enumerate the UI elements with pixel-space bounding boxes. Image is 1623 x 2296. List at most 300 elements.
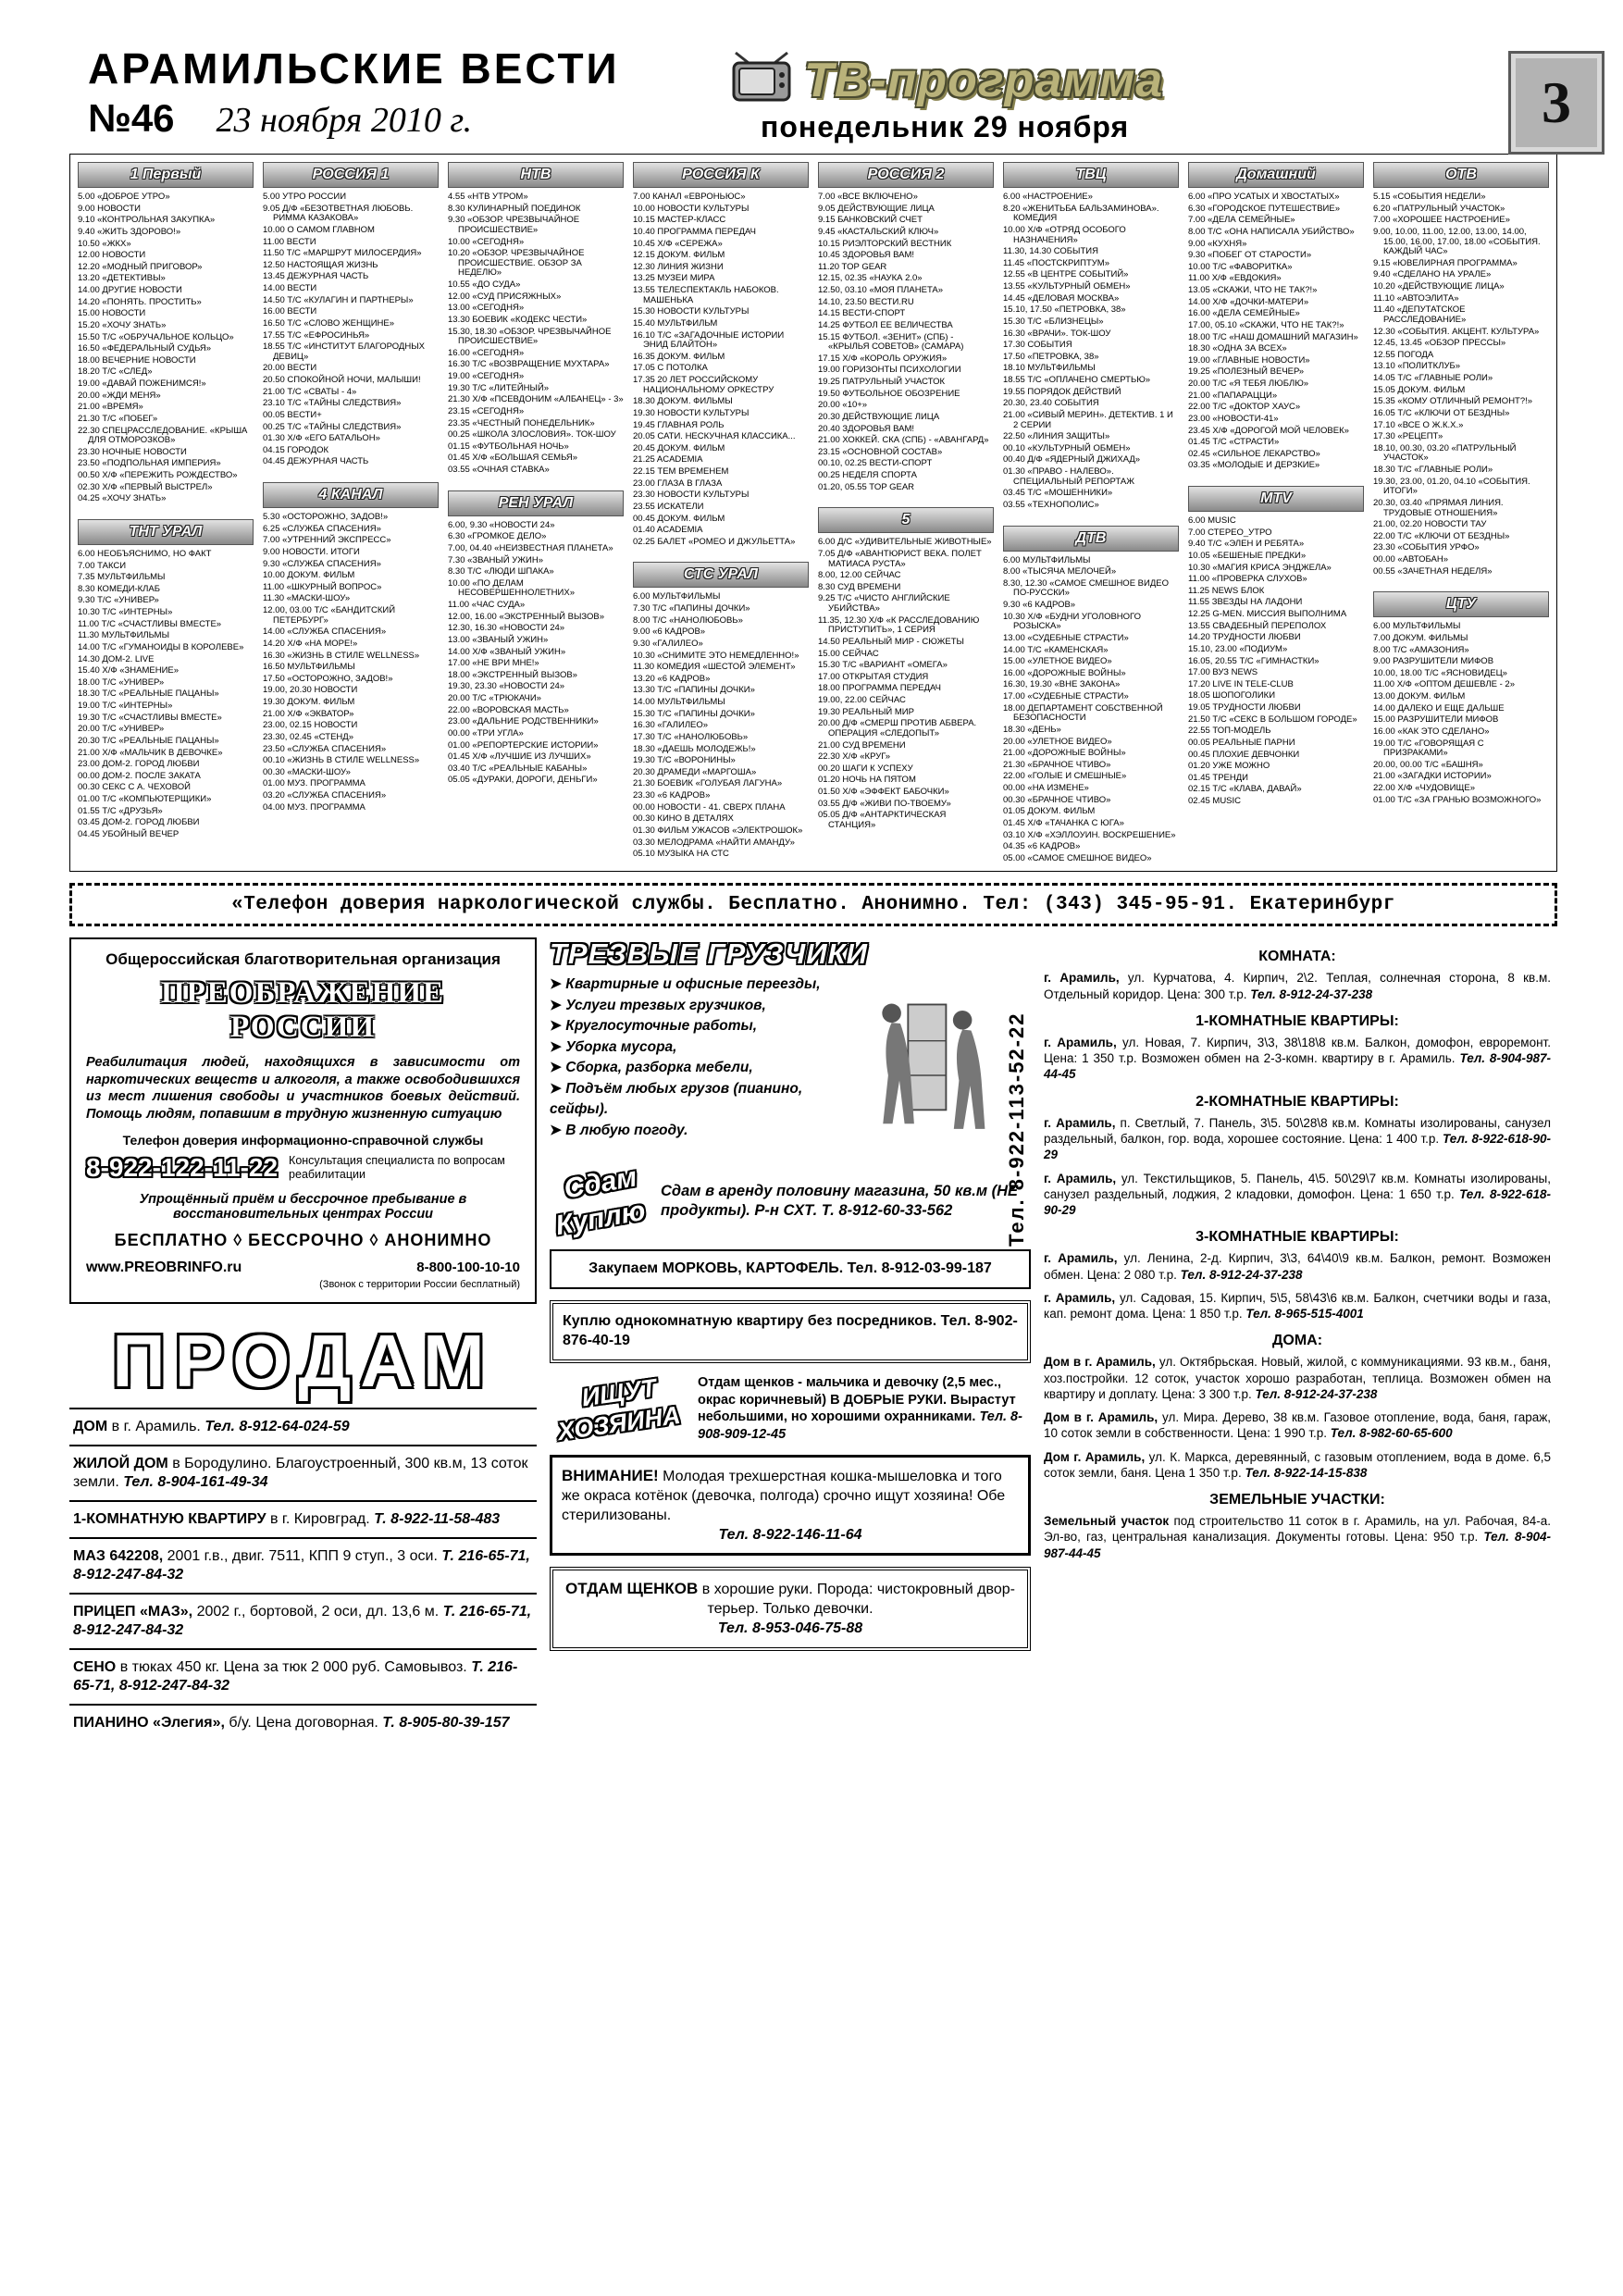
program-item: 9.30 «6 КАДРОВ» xyxy=(1003,600,1076,610)
sale-item xyxy=(69,1445,537,1500)
program-item: 21.00 «ЗАГАДКИ ИСТОРИИ» xyxy=(1373,771,1492,782)
tv-section-domashniy xyxy=(1188,162,1364,473)
program-item: 18.00 Т/С «УНИВЕР» xyxy=(78,676,165,688)
tv-section-ctu xyxy=(1373,591,1549,807)
movers-service-item: ➤ Квартирные и офисные переезды, xyxy=(550,974,855,995)
program-item: 20.00 ВЕСТИ xyxy=(263,363,317,374)
program-item: 10.00, 18.00 Т/С «ЯСНОВИДЕЦ» xyxy=(1373,667,1507,678)
program-item: 17.00 ОТКРЫТАЯ СТУДИЯ xyxy=(818,671,929,682)
program-item: 13.55 ТЕЛЕСПЕКТАКЛЬ НАБОКОВ. МАШЕНЬКА xyxy=(633,285,779,305)
program-item: 12.55 «В ЦЕНТРЕ СОБЫТИЙ» xyxy=(1003,269,1129,280)
program-list xyxy=(633,192,809,547)
program-item: 01.05 ДОКУМ. ФИЛЬМ xyxy=(1003,806,1096,817)
realty-entry xyxy=(1044,1290,1551,1322)
program-item: 9.30 «СЛУЖБА СПАСЕНИЯ» xyxy=(263,558,381,569)
tv-program-logo xyxy=(726,50,1163,108)
issue-line xyxy=(88,96,662,141)
program-item: 03.45 ДОМ-2. ГОРОД ЛЮБВИ xyxy=(78,817,200,828)
prodam-heading: ПРОДАМ xyxy=(112,1319,494,1402)
tv-column-1 xyxy=(78,162,254,865)
channel-name: НТВ xyxy=(520,167,551,182)
program-item: 9.40 «СДЕЛАНО НА УРАЛЕ» xyxy=(1373,269,1492,280)
sale-item-phone: Т. 8-905-80-39-157 xyxy=(382,1714,510,1731)
program-item: 00.00 НОВОСТИ - 41. СВЕРХ ПЛАНА xyxy=(633,801,786,813)
program-item: 23.30 НОЧНЫЕ НОВОСТИ xyxy=(78,446,187,457)
program-item: 9.00, 10.00, 11.00, 12.00, 13.00, 14.00, 15.00, 16.00, 17.00, 18.00 «СОБЫТИЯ. КАЖДЫЙ ЧАС» xyxy=(1373,226,1541,257)
realty-entry xyxy=(1044,1449,1551,1482)
channel-header-rossiya1 xyxy=(263,162,439,188)
channel-name: РОССИЯ 2 xyxy=(867,167,945,182)
tv-program-block xyxy=(726,50,1163,154)
program-item: 13.00 «СЕГОДНЯ» xyxy=(448,303,525,314)
program-item: 18.55 Т/С «ИНСТИТУТ БЛАГОРОДНЫХ ДЕВИЦ» xyxy=(263,341,425,362)
program-item: 10.20 «ОБЗОР. ЧРЕЗВЫЧАЙНОЕ ПРОИСШЕСТВИЕ. ОБЗОР ЗА НЕДЕЛЮ» xyxy=(448,248,585,279)
program-item: 11.35, 12.30 Х/Ф «К РАССЛЕДОВАНИЮ ПРИСТУПИТЬ», 1 СЕРИЯ xyxy=(818,614,980,636)
tv-column-4 xyxy=(633,162,809,865)
program-item: 7.35 МУЛЬТФИЛЬМЫ xyxy=(78,572,166,583)
tv-section-rossiya1 xyxy=(263,162,439,469)
realty-entry-lead: г. Арамиль, xyxy=(1044,971,1120,986)
realty-entry-phone: Тел. 8-912-24-37-238 xyxy=(1255,1386,1378,1401)
sale-item-lead: ДОМ xyxy=(73,1418,108,1434)
seek-owner-body: Отдам щенков - мальчика и девочку (2,5 мес., окрас коричневый) В ДОБРЫЕ РУКИ. Вырастут небольшими, но хорошими охранниками. xyxy=(698,1374,1016,1425)
program-item: 01.00 Т/С «КОМПЬЮТЕРЩИКИ» xyxy=(78,794,212,804)
program-item: 19.30, 23.30 «НОВОСТИ 24» xyxy=(448,681,565,692)
program-item: 10.30 «МАГИЯ КРИСА ЭНДЖЕЛА» xyxy=(1188,562,1332,573)
program-item: 7.00 ДОКУМ. ФИЛЬМЫ xyxy=(1373,632,1468,643)
program-item: 21.50 Т/С «СЕКС В БОЛЬШОМ ГОРОДЕ» xyxy=(1188,714,1357,725)
program-item: 00.30 СЕКС С А. ЧЕХОВОЙ xyxy=(78,782,191,793)
newspaper-title: АРАМИЛЬСКИЕ ВЕСТИ xyxy=(88,44,620,93)
program-item: 01.50 Х/Ф «ЭФФЕКТ БАБОЧКИ» xyxy=(818,787,949,797)
program-item: 10.00 ДОКУМ. ФИЛЬМ xyxy=(263,570,355,581)
program-item: 12.30, 16.30 «НОВОСТИ 24» xyxy=(448,623,565,634)
program-item: 22.00 Х/Ф «ЧУДОВИЩЕ» xyxy=(1373,783,1475,793)
channel-header-ren xyxy=(448,490,624,516)
realty-entry xyxy=(1044,1013,1551,1030)
program-item: 16.50 Т/С «СЛОВО ЖЕНЩИНЕ» xyxy=(263,317,395,329)
program-item: 04.35 «6 КАДРОВ» xyxy=(1003,841,1081,852)
owner-label: ХОЗЯИНА xyxy=(555,1401,683,1446)
program-item: 19.30 РЕАЛЬНЫЙ МИР xyxy=(818,706,914,717)
program-item: 10.50 «ЖКХ» xyxy=(78,238,131,249)
rent-ad-row xyxy=(550,1161,1031,1242)
program-item: 00.55 «ЗАЧЕТНАЯ НЕДЕЛЯ» xyxy=(1373,565,1493,577)
tv-column-3 xyxy=(448,162,624,865)
program-item: 02.30 Х/Ф «ПЕРВЫЙ ВЫСТРЕЛ» xyxy=(78,481,213,492)
program-item: 13.00 «СУДЕБНЫЕ СТРАСТИ» xyxy=(1003,632,1129,643)
program-item: 12.00, 03.00 Т/С «БАНДИТСКИЙ ПЕТЕРБУРГ» xyxy=(263,605,396,626)
program-item: 15.30 Т/С «ВАРИАНТ «ОМЕГА» xyxy=(818,660,948,671)
program-item: 9.00 «6 КАДРОВ» xyxy=(633,627,706,638)
program-item: 12.45, 13.45 «ОБЗОР ПРЕССЫ» xyxy=(1373,338,1506,349)
program-item: 8.30, 12.30 «САМОЕ СМЕШНОЕ ВИДЕО ПО-РУССКИ» xyxy=(1003,577,1169,599)
program-item: 17.00 ВУЗ NEWS xyxy=(1188,667,1258,678)
program-item: 12.00, 16.00 «ЭКСТРЕННЫЙ ВЫЗОВ» xyxy=(448,611,605,622)
sale-item-lead: ЖИЛОЙ ДОМ xyxy=(73,1455,168,1471)
program-item: 6.00 МУЛЬТФИЛЬМЫ xyxy=(1373,621,1461,632)
issue-date: 23 ноября 2010 г. xyxy=(216,101,473,141)
program-item: 13.30 БОЕВИК «КОДЕКС ЧЕСТИ» xyxy=(448,314,588,325)
program-item: 19.00 «СЕГОДНЯ» xyxy=(448,371,525,381)
program-item: 9.00 НОВОСТИ. ИТОГИ xyxy=(263,546,360,557)
program-item: 6.25 «СЛУЖБА СПАСЕНИЯ» xyxy=(263,523,381,534)
program-item: 9.15 «ЮВЕЛИРНАЯ ПРОГРАММА» xyxy=(1373,257,1518,268)
channel-header-ntv xyxy=(448,162,624,188)
program-item: 16.30 «ЖИЗНЬ В СТИЛЕ WELLNESS» xyxy=(263,650,420,661)
program-item: 9.05 ДЕЙСТВУЮЩИЕ ЛИЦА xyxy=(818,203,935,214)
program-item: 20.00 Д/Ф «СМЕРШ ПРОТИВ АБВЕРА. ОПЕРАЦИЯ «СЛЕДОПЫТ» xyxy=(818,718,977,738)
channel-name: ОТВ xyxy=(1445,167,1477,182)
program-item: 15.20 «ХОЧУ ЗНАТЬ» xyxy=(78,319,167,330)
give-puppies-lead: ОТДАМ ЩЕНКОВ xyxy=(565,1580,699,1598)
program-item: 11.00 ВЕСТИ xyxy=(263,236,316,247)
tv-column-8 xyxy=(1373,162,1549,865)
tv-program-title: ТВ-программа xyxy=(804,54,1164,107)
program-item: 10.00 Т/С «ФАВОРИТКА» xyxy=(1188,261,1293,272)
program-item: 00.45 ДОКУМ. ФИЛЬМ xyxy=(633,513,725,524)
tv-section-perviy xyxy=(78,162,254,506)
realty-entry-text: ЗЕМЕЛЬНЫЕ УЧАСТКИ: xyxy=(1209,1492,1385,1508)
program-item: 14.20 ТРУДНОСТИ ЛЮБВИ xyxy=(1188,632,1301,643)
program-item: 17.00, 05.10 «СКАЖИ, ЧТО НЕ ТАК?!» xyxy=(1188,319,1344,330)
program-item: 16.00 «ДЕЛА СЕМЕЙНЫЕ» xyxy=(1188,308,1300,319)
program-item: 21.00 ХОККЕЙ. СКА (СПБ) - «АВАНГАРД» xyxy=(818,435,989,446)
program-item: 18.30 «ДЕНЬ» xyxy=(1003,724,1061,735)
program-item: 19.30, 23.00, 01.20, 04.10 «СОБЫТИЯ. ИТОГИ» xyxy=(1373,476,1530,497)
program-item: 01.45 Х/Ф «ТАЧАНКА С ЮГА» xyxy=(1003,817,1124,828)
program-item: 23.55 ИСКАТЕЛИ xyxy=(633,501,704,512)
program-item: 9.00 «КУХНЯ» xyxy=(1188,238,1247,249)
realty-entry xyxy=(1044,1409,1551,1442)
program-item: 18.30 Т/С «РЕАЛЬНЫЕ ПАЦАНЫ» xyxy=(78,689,219,700)
program-item: 16.30, 19.30 «ВНЕ ЗАКОНА» xyxy=(1003,679,1121,690)
attention-body: Молодая трехшерстная кошка-мышеловка и того же окраса котёнок (девочка, полгода) срочно ищут хозяина! Обе стерилизованы. xyxy=(562,1469,1006,1523)
sale-item-phone: Тел. 8-912-64-024-59 xyxy=(204,1418,350,1434)
realty-entry-text: ул. Мира. Дерево, 38 кв.м. Газовое отопление, вода, баня, гараж, 10 соток земли в собственности. Цена: 1 990 т.р. xyxy=(1044,1410,1552,1441)
program-item: 22.00 «ВОРОВСКАЯ МАСТЬ» xyxy=(448,704,569,715)
realty-entry-text: ул. Курчатова, 4. Кирпич, 2\2. Теплая, солнечная сторона, 8 кв.м. Отдельный коридор. Цена: 300 т.р. xyxy=(1044,971,1551,1001)
sale-item xyxy=(69,1500,537,1537)
realty-entry-text: ул. Ленина, 2-д. Кирпич, 3\3, 64\40\9 кв.м. Балкон, ремонт. Возможен обмен. Цена: 2 080 т.р. xyxy=(1044,1251,1551,1282)
program-item: 05.05 «ДУРАКИ, ДОРОГИ, ДЕНЬГИ» xyxy=(448,775,598,786)
program-item: 00.25 «ШКОЛА ЗЛОСЛОВИЯ». ТОК-ШОУ xyxy=(448,429,616,441)
program-item: 00.10 «ЖИЗНЬ В СТИЛЕ WELLNESS» xyxy=(263,755,420,766)
realty-entry xyxy=(1044,1229,1551,1246)
program-item: 17.55 Т/С «ЕФРОСИНЬЯ» xyxy=(263,329,370,341)
program-item: 23.15 «СЕГОДНЯ» xyxy=(448,405,525,416)
program-item: 12.50 НАСТОЯЩАЯ ЖИЗНЬ xyxy=(263,259,378,270)
program-item: 11.55 ЗВЕЗДЫ НА ЛАДОНИ xyxy=(1188,597,1303,608)
program-list xyxy=(1373,622,1549,805)
program-item: 11.00 Х/Ф «ЕВДОКИЯ» xyxy=(1188,273,1282,284)
realty-entry xyxy=(1044,1333,1551,1349)
program-item: 21.00 Х/Ф «ЭКВАТОР» xyxy=(263,708,354,719)
channel-header-mtv xyxy=(1188,486,1364,512)
channel-name: ЦТУ xyxy=(1445,596,1477,613)
org-tollfree xyxy=(319,1260,520,1291)
program-item: 01.00 «РЕПОРТЕРСКИЕ ИСТОРИИ» xyxy=(448,739,599,751)
program-item: 10.55 «ДО СУДА» xyxy=(448,279,521,290)
program-item: 12.30 «СОБЫТИЯ. АКЦЕНТ. КУЛЬТУРА» xyxy=(1373,326,1540,337)
program-item: 20.05 САТИ. НЕСКУЧНАЯ КЛАССИКА... xyxy=(633,431,796,442)
attention-cat-ad xyxy=(550,1455,1031,1556)
channel-header-tnt xyxy=(78,519,254,545)
program-item: 01.40 ACADEMIA xyxy=(633,525,703,536)
program-item: 11.30 КОМЕДИЯ «ШЕСТОЙ ЭЛЕМЕНТ» xyxy=(633,662,796,673)
program-item: 9.30 Т/С «УНИВЕР» xyxy=(78,595,159,606)
org-type-line: Общероссийская благотворительная организация xyxy=(105,950,501,969)
program-item: 14.00 Т/С «ГУМАНОИДЫ В КОРОЛЕВЕ» xyxy=(78,641,244,652)
tv-icon xyxy=(726,50,795,108)
program-item: 01.00 МУЗ. ПРОГРАММА xyxy=(263,778,365,789)
channel-header-kanal4 xyxy=(263,482,439,508)
program-item: 01.15 «ФУТБОЛЬНАЯ НОЧЬ» xyxy=(448,441,569,452)
program-item: 12.00 «СУД ПРИСЯЖНЫХ» xyxy=(448,291,562,302)
program-item: 6.00 Д/С «УДИВИТЕЛЬНЫЕ ЖИВОТНЫЕ» xyxy=(818,537,992,548)
movers-service-item: ➤ Услуги трезвых грузчиков, xyxy=(550,996,855,1016)
program-item: 18.30 «ДАЕШЬ МОЛОДЕЖЬ!» xyxy=(633,743,756,754)
realty-entry-lead: г. Арамиль, xyxy=(1044,1290,1116,1305)
program-item: 19.00 «ГЛАВНЫЕ НОВОСТИ» xyxy=(1188,354,1310,366)
program-item: 00.30 КИНО В ДЕТАЛЯХ xyxy=(633,813,734,825)
seek-owner-phone: Тел. 8-908-909-12-45 xyxy=(698,1409,1022,1443)
program-item: 17.05 С ПОТОЛКА xyxy=(633,363,708,374)
sale-item-phone: Т. 216-65-71, 8-912-247-84-32 xyxy=(73,1658,518,1694)
program-item: 9.40 «ЖИТЬ ЗДОРОВО!» xyxy=(78,226,181,237)
program-item: 14.00 Х/Ф «ДОЧКИ-МАТЕРИ» xyxy=(1188,296,1309,307)
program-list xyxy=(818,538,994,830)
page-number: 3 xyxy=(1542,69,1571,135)
seek-owner-ad xyxy=(550,1374,1031,1444)
program-item: 11.00 Х/Ф «ОПТОМ ДЕШЕВЛЕ - 2» xyxy=(1373,679,1515,690)
seek-owner-text xyxy=(698,1374,1031,1444)
program-item: 11.40 «ДЕПУТАТСКОЕ РАССЛЕДОВАНИЕ» xyxy=(1373,304,1467,325)
program-item: 20.00 Т/С «Я ТЕБЯ ЛЮБЛЮ» xyxy=(1188,379,1309,389)
program-item: 23.15 «ОСНОВНОЙ СОСТАВ» xyxy=(818,446,943,457)
program-item: 18.30 «ОДНА ЗА ВСЕХ» xyxy=(1188,343,1287,354)
program-item: 7.00 «ВСЕ ВКЛЮЧЕНО» xyxy=(818,192,918,202)
program-item: 10.30 Х/Ф «БУДНИ УГОЛОВНОГО РОЗЫСКА» xyxy=(1003,611,1142,632)
sale-item-text: 2002 г., бортовой, 2 оси, дл. 13,6 м. xyxy=(196,1603,440,1620)
rent-ad-text: Сдам в аренду половину магазина, 50 кв.м (НЕ продукты). Р-н СХТ. Т. 8-912-60-33-562 xyxy=(661,1182,1019,1220)
program-item: 14.00 Т/С «КАМЕНСКАЯ» xyxy=(1003,644,1109,655)
realty-entry xyxy=(1044,1250,1551,1283)
program-item: 16.05, 20.55 Т/С «ГИМНАСТКИ» xyxy=(1188,655,1319,666)
program-item: 13.00 «ЗВАНЫЙ УЖИН» xyxy=(448,634,549,645)
program-item: 03.35 «МОЛОДЫЕ И ДЕРЗКИЕ» xyxy=(1188,460,1320,471)
program-item: 23.00, 02.15 НОВОСТИ xyxy=(263,720,358,731)
program-item: 01.00 Т/С «ЗА ГРАНЬЮ ВОЗМОЖНОГО» xyxy=(1373,794,1542,805)
realty-entry-phone: Тел. 8-922-618-90-29 xyxy=(1044,1186,1551,1218)
program-item: 00.10 «КУЛЬТУРНЫЙ ОБМЕН» xyxy=(1003,442,1131,453)
program-item: 10.20 «ДЕЙСТВУЮЩИЕ ЛИЦА» xyxy=(1373,281,1505,292)
program-item: 23.35 «ЧЕСТНЫЙ ПОНЕДЕЛЬНИК» xyxy=(448,417,595,428)
program-item: 11.45 «ПОСТСКРИПТУМ» xyxy=(1003,257,1109,268)
program-item: 20.30 Т/С «РЕАЛЬНЫЕ ПАЦАНЫ» xyxy=(78,735,219,746)
program-item: 00.50 Х/Ф «ПЕРЕЖИТЬ РОЖДЕСТВО» xyxy=(78,470,238,480)
program-item: 16.00 ВЕСТИ xyxy=(263,306,317,317)
program-item: 11.30 МУЛЬТФИЛЬМЫ xyxy=(78,630,169,641)
program-list xyxy=(448,192,624,476)
program-item: 23.30, 02.45 «СТЕНД» xyxy=(263,731,354,742)
program-item: 19.30 Т/С «СЧАСТЛИВЫ ВМЕСТЕ» xyxy=(78,712,222,723)
program-item: 16.00 «КАК ЭТО СДЕЛАНО» xyxy=(1373,726,1490,737)
realty-entry-text: под строительство 11 соток в г. Арамиль, на ул. Рабочая, 84-а. Эл-во, газ, центральная канализация. Документы готовы. Цена: 950 т.р. xyxy=(1044,1514,1551,1545)
program-item: 00.25 НЕДЕЛЯ СПОРТА xyxy=(818,470,917,480)
program-item: 00.45 ПЛОХИЕ ДЕВЧОНКИ xyxy=(1188,749,1300,760)
program-item: 12.15, 02.35 «НАУКА 2.0» xyxy=(818,273,923,284)
org-note: Упрощённый приём и бессрочное пребывание в восстановительных центрах России xyxy=(139,1191,467,1222)
program-list xyxy=(818,192,994,492)
issue-number: №46 xyxy=(88,96,175,141)
program-item: 21.25 ACADEMIA xyxy=(633,454,703,465)
program-item: 5.00 УТРО РОССИИ xyxy=(263,192,347,202)
program-item: 11.25 NEWS БЛОК xyxy=(1188,585,1265,596)
program-item: 14.20 Х/Ф «НА МОРЕ!» xyxy=(263,638,358,649)
program-item: 21.00 СУД ВРЕМЕНИ xyxy=(818,739,906,751)
program-item: 01.55 Т/С «ДРУЗЬЯ» xyxy=(78,805,163,816)
program-item: 01.30 «ПРАВО - НАЛЕВО». СПЕЦИАЛЬНЫЙ РЕПОРТАЖ xyxy=(1003,466,1135,487)
program-item: 6.00 «НАСТРОЕНИЕ» xyxy=(1003,192,1093,202)
channel-header-sts xyxy=(633,562,809,588)
program-item: 14.00 ДРУГИЕ НОВОСТИ xyxy=(78,285,182,295)
program-item: 19.55 ПОРЯДОК ДЕЙСТВИЙ xyxy=(1003,386,1121,397)
attention-phone: Тел. 8-922-146-11-64 xyxy=(718,1526,862,1543)
program-list xyxy=(448,521,624,786)
program-item: 19.30 НОВОСТИ КУЛЬТУРЫ xyxy=(633,407,750,418)
program-item: 10.40 ПРОГРАММА ПЕРЕДАЧ xyxy=(633,226,756,237)
program-item: 8.30 Т/С «ЛЮДИ ШПАКА» xyxy=(448,566,554,577)
sale-item-phone: Т. 216-65-71, 8-912-247-84-32 xyxy=(73,1547,530,1582)
realty-entry-lead: Земельный участок xyxy=(1044,1514,1170,1529)
program-item: 8.30 КОМЕДИ-КЛАБ xyxy=(78,583,160,594)
realty-entry xyxy=(1044,1513,1551,1561)
program-item: 19.50 ФУТБОЛЬНОЕ ОБОЗРЕНИЕ xyxy=(818,388,960,399)
movers-service-item: ➤ Сборка, разборка мебели, xyxy=(550,1058,855,1078)
program-item: 10.05 «БЕШЕНЫЕ ПРЕДКИ» xyxy=(1188,550,1307,561)
program-item: 7.05 Д/Ф «АВАНТЮРИСТ ВЕКА. ПОЛЕТ МАТИАСА РУСТА» xyxy=(818,548,982,569)
program-item: 11.00 «ЧАС СУДА» xyxy=(448,600,526,610)
give-puppies-body: в хорошие руки. Порода: чистокровный двор-терьер. Только девочки. xyxy=(701,1582,1015,1618)
program-item: 02.45 «СИЛЬНОЕ ЛЕКАРСТВО» xyxy=(1188,448,1320,459)
channel-name: РОССИЯ К xyxy=(682,167,760,182)
channel-name: 1 Первый xyxy=(130,167,202,182)
ads-left-column xyxy=(69,937,537,1740)
sale-item-lead: МАЗ 642208, xyxy=(73,1547,164,1564)
program-list xyxy=(263,192,439,467)
program-item: 17.50 «ОСТОРОЖНО, ЗАДОВ!» xyxy=(263,673,393,684)
program-item: 16.30 «ВРАЧИ». ТОК-ШОУ xyxy=(1003,328,1111,339)
program-item: 23.45 Х/Ф «ДОРОГОЙ МОЙ ЧЕЛОВЕК» xyxy=(1188,425,1349,436)
movers-service-item: ➤ Круглосуточные работы, xyxy=(550,1016,855,1036)
program-item: 8.00 Т/С «АМАЗОНИЯ» xyxy=(1373,644,1469,655)
program-item: 20.00 Т/С «ТРЮКАЧИ» xyxy=(448,693,541,703)
hotline-banner: «Телефон доверия наркологической службы. Бесплатно. Анонимно. Тел: (343) 345-95-91. Екатеринбург xyxy=(69,883,1557,926)
program-list xyxy=(1373,192,1549,577)
program-item: 14.00 МУЛЬТФИЛЬМЫ xyxy=(633,697,725,707)
program-item: 11.50 Т/С «МАРШРУТ МИЛОСЕРДИЯ» xyxy=(263,248,422,259)
program-item: 21.00, 02.20 НОВОСТИ ТАУ xyxy=(1373,519,1487,530)
program-item: 00.00 ДОМ-2. ПОСЛЕ ЗАКАТА xyxy=(78,770,201,781)
program-item: 20.00 «ЖДИ МЕНЯ» xyxy=(78,390,161,401)
program-item: 21.30 Х/Ф «ПСЕВДОНИМ «АЛБАНЕЦ» - 3» xyxy=(448,394,624,405)
realty-entry-text: п. Светлый, 7. Панель, 3\5. 50\28\8 кв.м. Комнаты изолированы, санузел раздельный, балкон, гор. вода, хорошее состояние. Цена: 1 400 т.р. xyxy=(1044,1115,1551,1146)
program-item: 16.05 Т/С «КЛЮЧИ ОТ БЕЗДНЫ» xyxy=(1373,407,1510,418)
program-item: 12.15 ДОКУМ. ФИЛЬМ xyxy=(633,250,725,261)
channel-header-dtv xyxy=(1003,526,1179,552)
realty-entry-text: 2-КОМНАТНЫЕ КВАРТИРЫ: xyxy=(1196,1093,1399,1110)
program-item: 13.05 «СКАЖИ, ЧТО НЕ ТАК?!» xyxy=(1188,285,1318,295)
program-item: 11.00 «ПРОВЕРКА СЛУХОВ» xyxy=(1188,574,1307,585)
program-item: 15.00 «УЛЕТНОЕ ВИДЕО» xyxy=(1003,656,1112,667)
program-item: 13.55 СВАДЕБНЫЙ ПЕРЕПОЛОХ xyxy=(1188,620,1327,631)
program-item: 05.05 Д/Ф «АНТАРКТИЧЕСКАЯ СТАНЦИЯ» xyxy=(818,810,947,830)
realty-entry xyxy=(1044,1115,1551,1163)
channel-header-pyatiy xyxy=(818,507,994,533)
program-item: 23.30 «6 КАДРОВ» xyxy=(633,790,711,800)
realty-entry xyxy=(1044,1354,1551,1402)
program-item: 15.40 МУЛЬТФИЛЬМ xyxy=(633,317,718,329)
org-tollfree-number: 8-800-100-10-10 xyxy=(416,1259,520,1275)
program-item: 6.00 МУЛЬТФИЛЬМЫ xyxy=(1003,554,1091,565)
tv-column-2 xyxy=(263,162,439,865)
channel-name: СТС УРАЛ xyxy=(684,566,758,583)
program-item: 10.00 Х/Ф «ОТРЯД ОСОБОГО НАЗНАЧЕНИЯ» xyxy=(1003,224,1126,245)
program-item: 16.50 «ФЕДЕРАЛЬНЫЙ СУДЬЯ» xyxy=(78,343,212,354)
program-item: 14.50 РЕАЛЬНЫЙ МИР - СЮЖЕТЫ xyxy=(818,636,964,647)
realty-entry-text: ДОМА: xyxy=(1271,1333,1323,1349)
program-item: 04.15 ГОРОДОК xyxy=(263,444,329,455)
program-item: 13.45 ДЕЖУРНАЯ ЧАСТЬ xyxy=(263,271,369,282)
org-description: Реабилитация людей, находящихся в зависимости от наркотических веществ и алкоголя, а также освободившихся из мест лишения свободы и участников боевых действий. Помощь людям, попавшим в трудную жизненную ситуацию xyxy=(86,1055,520,1123)
program-item: 14.25 ФУТБОЛ ЕЕ ВЕЛИЧЕСТВА xyxy=(818,319,953,330)
program-item: 13.20 «ДЕТЕКТИВЫ» xyxy=(78,273,166,284)
tv-section-pyatiy xyxy=(818,507,994,832)
sale-item-lead: ПРИЦЕП «МАЗ», xyxy=(73,1603,193,1620)
program-item: 04.25 «ХОЧУ ЗНАТЬ» xyxy=(78,493,167,504)
program-item: 12.55 ПОГОДА xyxy=(1373,349,1434,360)
program-item: 05.00 «САМОЕ СМЕШНОЕ ВИДЕО» xyxy=(1003,852,1152,863)
org-tollfree-note: (Звонок с территории России бесплатный) xyxy=(319,1278,520,1290)
attention-lead: ВНИМАНИЕ! xyxy=(562,1467,659,1485)
program-item: 19.45 ГЛАВНАЯ РОЛЬ xyxy=(633,419,725,430)
program-item: 15.30 Т/С «БЛИЗНЕЦЫ» xyxy=(1003,316,1104,327)
rent-buy-labels xyxy=(550,1161,651,1242)
rent-label: Сдам xyxy=(562,1161,639,1205)
sale-item-text: в г. Кировград. xyxy=(269,1510,370,1527)
realty-entry-text: ул. Садовая, 15. Кирпич, 5\5, 58\43\6 кв.м. Балкон, счетчики воды и газа, кап. ремонт дома. Цена: 1 850 т.р. xyxy=(1044,1290,1551,1322)
program-item: 22.50 «ЛИНИЯ ЗАЩИТЫ» xyxy=(1003,431,1110,442)
channel-name: ТНТ УРАЛ xyxy=(129,523,203,540)
program-item: 18.10, 00.30, 03.20 «ПАТРУЛЬНЫЙ УЧАСТОК» xyxy=(1373,442,1517,464)
program-item: 03.30 МЕЛОДРАМА «НАЙТИ АМАНДУ» xyxy=(633,837,795,848)
org-slogan: БЕСПЛАТНО ◊ БЕССРОЧНО ◊ АНОНИМНО xyxy=(114,1230,492,1249)
program-item: 15.10, 23.00 «ПОДИУМ» xyxy=(1188,643,1288,654)
program-item: 15.00 СЕЙЧАС xyxy=(818,648,879,659)
program-item: 04.45 ДЕЖУРНАЯ ЧАСТЬ xyxy=(263,456,369,467)
program-item: 9.25 Т/С «ЧИСТО АНГЛИЙСКИЕ УБИЙСТВА» xyxy=(818,593,950,614)
program-item: 01.45 Х/Ф «БОЛЬШАЯ СЕМЬЯ» xyxy=(448,453,578,464)
program-item: 14.00 «СЛУЖБА СПАСЕНИЯ» xyxy=(263,627,387,638)
program-item: 16.00 «СЕГОДНЯ» xyxy=(448,347,525,358)
program-item: 03.20 «СЛУЖБА СПАСЕНИЯ» xyxy=(263,790,387,800)
program-item: 20.00 Т/С «УНИВЕР» xyxy=(78,724,165,735)
program-item: 17.20 LIVE IN TELE-CLUB xyxy=(1188,678,1294,689)
program-item: 17.00 «СУДЕБНЫЕ СТРАСТИ» xyxy=(1003,691,1129,701)
realty-entry-phone: Тел. 8-922-14-15-838 xyxy=(1245,1465,1368,1480)
realty-entry xyxy=(1044,1035,1551,1083)
